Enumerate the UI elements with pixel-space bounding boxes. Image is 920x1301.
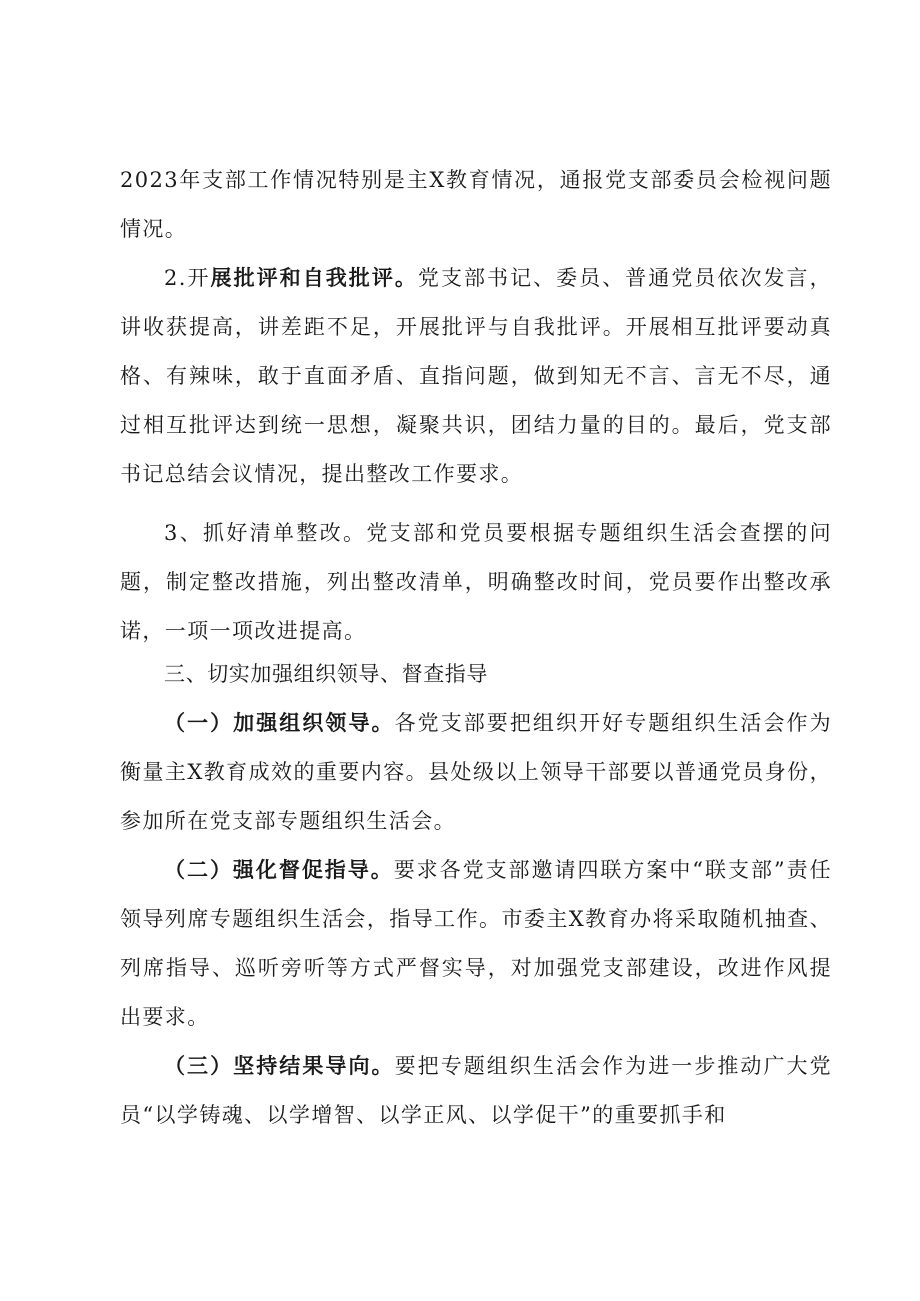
- paragraph-result-orientation: [120, 1042, 832, 1140]
- paragraph-text: 2023年支部工作情况特别是主X教育情况，通报党支部委员会检视问题情况。: [120, 168, 832, 241]
- paragraph-rectification: [120, 509, 832, 656]
- paragraph-bold-lead: （二）强化督促指导。: [164, 858, 394, 882]
- paragraph-organization-leadership: [120, 699, 832, 846]
- paragraph-lead: 2.开: [164, 266, 211, 290]
- paragraph-text: 要把专题组织生活会作为进一步推动广大党员“以学铸魂、以学增智、以学正风、以学促干”的重要抓手和: [120, 1054, 832, 1127]
- paragraph-criticism: [120, 254, 832, 499]
- paragraph-bold-lead: 展批评和自我批评。: [210, 266, 418, 290]
- section-heading: 三、切实加强组织领导、督查指导: [164, 662, 488, 686]
- paragraph-report-situation: [120, 156, 832, 254]
- paragraph-text: 3、抓好清单整改。党支部和党员要根据专题组织生活会查摆的问题，制定整改措施，列出整改清单，明确整改时间，党员要作出整改承诺，一项一项改进提高。: [120, 521, 832, 643]
- paragraph-bold-lead: （一）加强组织领导。: [164, 711, 395, 735]
- paragraph-bold-lead: （三）坚持结果导向。: [164, 1054, 395, 1078]
- paragraph-text: 党支部书记、委员、普通党员依次发言，讲收获提高，讲差距不足，开展批评与自我批评。开展相互批评要动真格、有辣味，敢于直面矛盾、直指问题，做到知无不言、言无不尽，通过相互批评达到统一思想，凝聚共识，团结力量的目的。最后，党支部书记总结会议情况，提出整改工作要求。: [120, 266, 832, 486]
- paragraph-supervision-guidance: [120, 846, 832, 1042]
- paragraph-text: 各党支部要把组织开好专题组织生活会作为衡量主X教育成效的重要内容。县处级以上领导干部要以普通党员身份，参加所在党支部专题组织生活会。: [120, 711, 832, 833]
- paragraph-text: 要求各党支部邀请四联方案中“联支部”责任领导列席专题组织生活会，指导工作。市委主X教育办将采取随机抽查、列席指导、巡听旁听等方式严督实导，对加强党支部建设，改进作风提出要求。: [120, 858, 832, 1029]
